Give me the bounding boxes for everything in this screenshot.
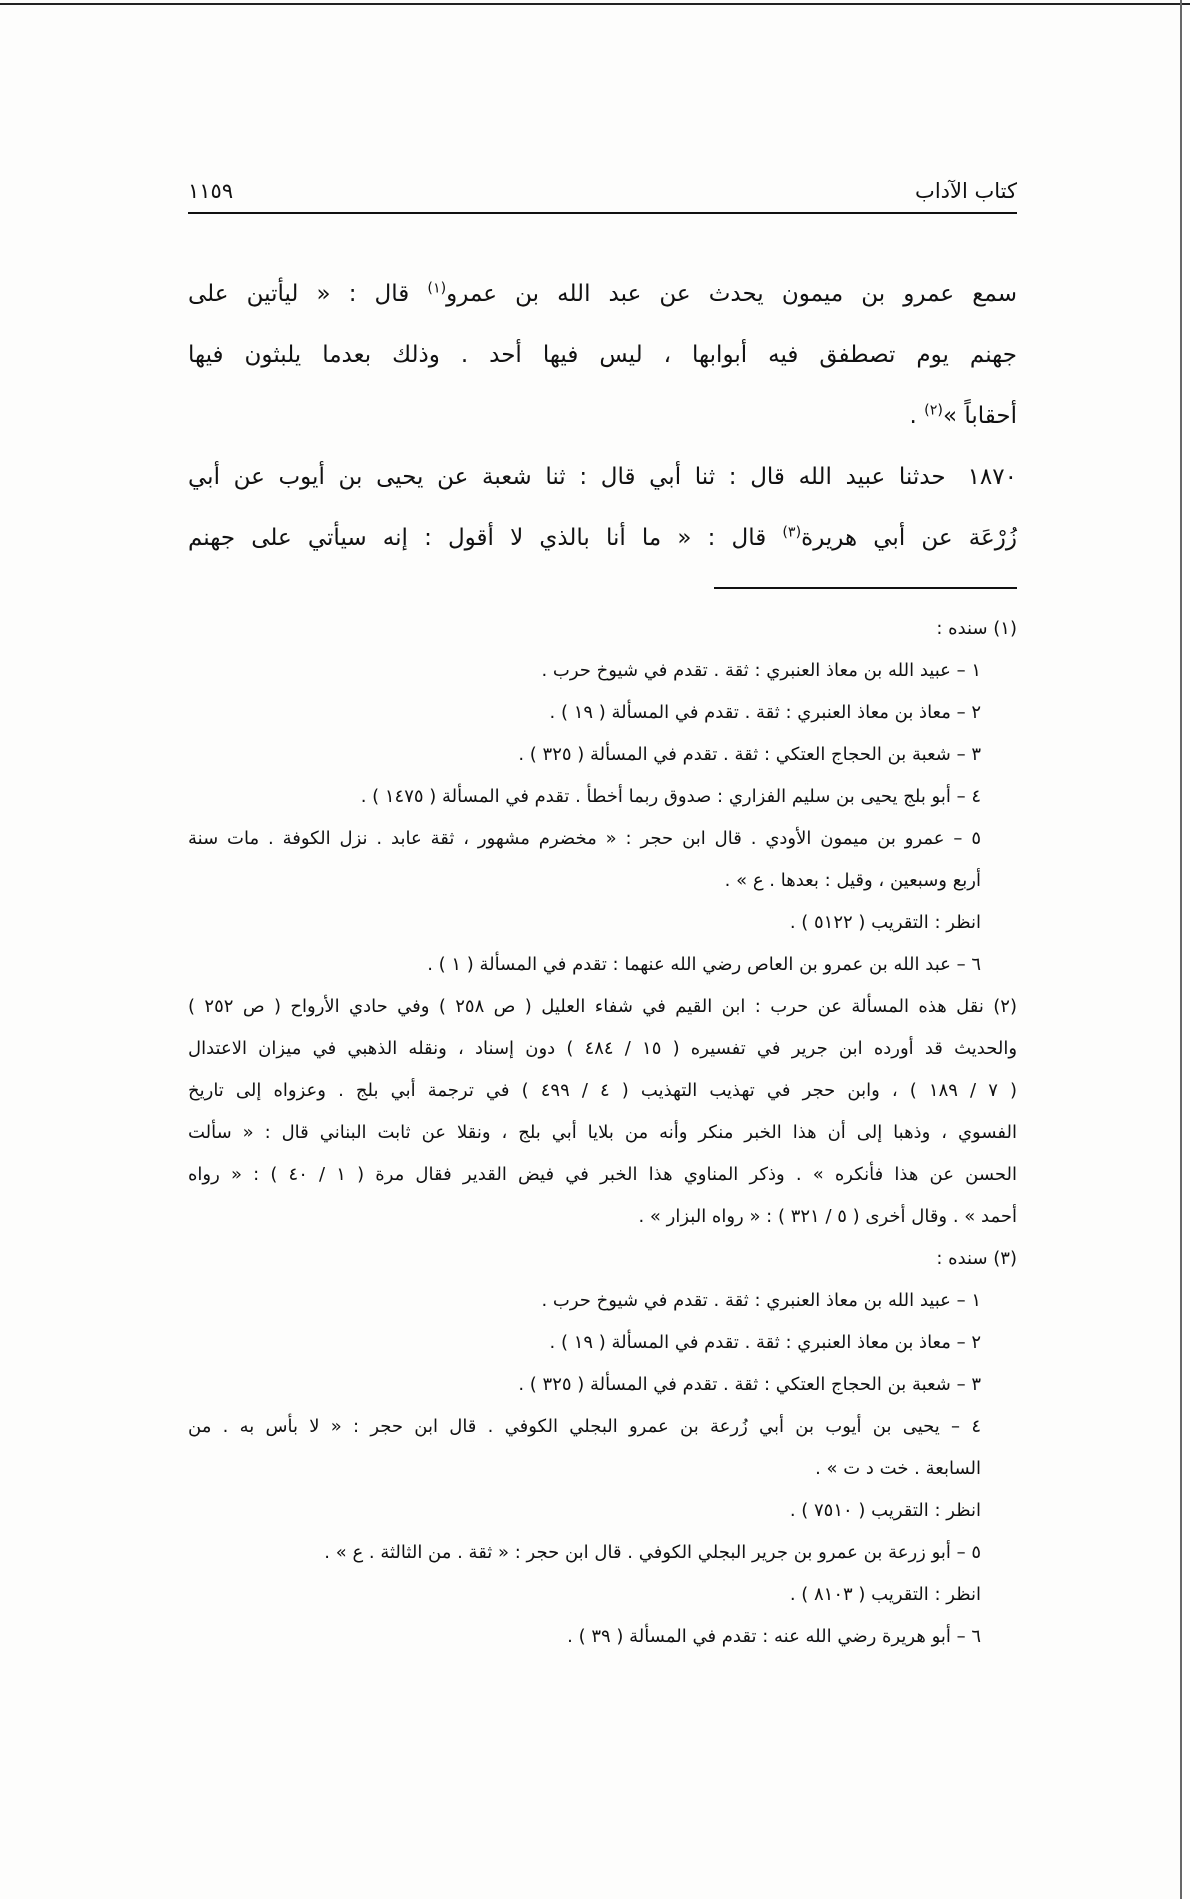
running-header <box>188 173 1017 209</box>
footnote-line: انظر : التقريب ( ٥١٢٢ ) . <box>789 912 981 933</box>
footnote-line: ٢ – معاذ بن معاذ العنبري : ثقة . تقدم في المسألة ( ١٩ ) . <box>549 702 981 723</box>
footnote-line: الفسوي ، وذهبا إلى أن هذا الخبر منكر وأنه من بلايا أبي بلج ، ونقلا عن ثابت البناني قال : « سألت <box>188 1122 1017 1143</box>
footnote-line: الحسن عن هذا فأنكره » . وذكر المناوي هذا الخبر في فيض القدير فقال مرة ( ١ / ٤٠ ) : « رواه <box>188 1164 1017 1185</box>
main-text-line <box>188 508 1017 569</box>
entry-number: ١٨٧٠ <box>967 464 1017 490</box>
footnote-line: ١ – عبيد الله بن معاذ العنبري : ثقة . تقدم في شيوخ حرب . <box>541 1290 981 1311</box>
footnote-marker: (٢) <box>924 402 943 419</box>
text-segment: سمع عمرو بن ميمون يحدث عن عبد الله بن عمرو <box>446 281 1018 307</box>
footnote-line: السابعة . خت د ت » . <box>815 1458 981 1479</box>
footnote-line: أربع وسبعين ، وقيل : بعدها . ع » . <box>724 870 981 891</box>
footnote-line: ٤ – يحيى بن أيوب بن أبي زُرعة بن عمرو البجلي الكوفي . قال ابن حجر : « لا بأس به . من <box>188 1416 981 1437</box>
header-rule <box>188 212 1017 214</box>
scan-edge-top <box>0 3 1190 5</box>
footnote-3 <box>188 1238 1017 1658</box>
footnote-1 <box>188 608 1017 986</box>
footnote-line: (٢) نقل هذه المسألة عن حرب : ابن القيم في شفاء العليل ( ص ٢٥٨ ) وفي حادي الأرواح ( ص ٢٥٢ ) <box>188 996 1017 1017</box>
footnote-line: ٢ – معاذ بن معاذ العنبري : ثقة . تقدم في المسألة ( ١٩ ) . <box>549 1332 981 1353</box>
footnote-marker: (١) <box>427 280 447 297</box>
footnote-line: ٦ – أبو هريرة رضي الله عنه : تقدم في المسألة ( ٣٩ ) . <box>567 1626 981 1647</box>
text-segment: قال : « ليأتين على <box>188 281 428 307</box>
footnote-line: ٤ – أبو بلج يحيى بن سليم الفزاري : صدوق ربما أخطأ . تقدم في المسألة ( ١٤٧٥ ) . <box>360 786 981 807</box>
page-number: ١١٥٩ <box>188 179 234 203</box>
main-text <box>188 264 1017 569</box>
footnote-line: ( ٧ / ١٨٩ ) ، وابن حجر في تهذيب التهذيب ( ٤ / ٤٩٩ ) في ترجمة أبي بلج . وعزواه إلى تاريخ <box>188 1080 1017 1101</box>
text-segment: حدثنا عبيد الله قال : ثنا أبي قال : ثنا شعبة عن يحيى بن أيوب عن أبي <box>188 464 946 490</box>
main-text-line <box>188 447 1017 508</box>
main-text-line: جهنم يوم تصطفق فيه أبوابها ، ليس فيها أحد . وذلك بعدما يلبثون فيها <box>188 342 1017 368</box>
text-segment: . <box>909 403 925 429</box>
footnote-heading: (٣) سنده : <box>936 1248 1017 1269</box>
footnote-separator <box>714 587 1017 589</box>
footnote-line: ١ – عبيد الله بن معاذ العنبري : ثقة . تقدم في شيوخ حرب . <box>541 660 981 681</box>
footnote-marker: (٣) <box>782 524 802 541</box>
footnote-line: ٥ – أبو زرعة بن عمرو بن جرير البجلي الكوفي . قال ابن حجر : « ثقة . من الثالثة . ع » . <box>324 1542 981 1563</box>
text-segment: قال : « ما أنا بالذي لا أقول : إنه سيأتي على جهنم <box>188 525 783 551</box>
footnote-heading: (١) سنده : <box>936 618 1017 639</box>
footnote-line: ٣ – شعبة بن الحجاج العتكي : ثقة . تقدم في المسألة ( ٣٢٥ ) . <box>518 744 981 765</box>
footnote-line: ٥ – عمرو بن ميمون الأودي . قال ابن حجر : « مخضرم مشهور ، ثقة عابد . نزل الكوفة . مات سنة <box>188 828 981 849</box>
footnote-line: ٦ – عبد الله بن عمرو بن العاص رضي الله عنهما : تقدم في المسألة ( ١ ) . <box>427 954 981 975</box>
footnote-line: ٣ – شعبة بن الحجاج العتكي : ثقة . تقدم في المسألة ( ٣٢٥ ) . <box>518 1374 981 1395</box>
book-title: كتاب الآداب <box>915 179 1017 203</box>
scan-edge-right <box>1180 0 1182 1899</box>
footnote-line: أحمد » . وقال أخرى ( ٥ / ٣٢١ ) : « رواه البزار » . <box>638 1206 1017 1227</box>
main-text-line <box>188 386 1017 447</box>
text-segment: أحقاباً » <box>942 403 1017 429</box>
footnotes <box>188 608 1017 1658</box>
text-segment: زُرْعَة عن أبي هريرة <box>801 525 1017 551</box>
main-text-line <box>188 264 1017 325</box>
footnote-line: انظر : التقريب ( ٨١٠٣ ) . <box>789 1584 981 1605</box>
footnote-2 <box>188 986 1017 1238</box>
footnote-line: انظر : التقريب ( ٧٥١٠ ) . <box>789 1500 981 1521</box>
footnote-line: والحديث قد أورده ابن جرير في تفسيره ( ١٥ / ٤٨٤ ) دون إسناد ، ونقله الذهبي في ميزان الاعتدال <box>188 1038 1018 1059</box>
